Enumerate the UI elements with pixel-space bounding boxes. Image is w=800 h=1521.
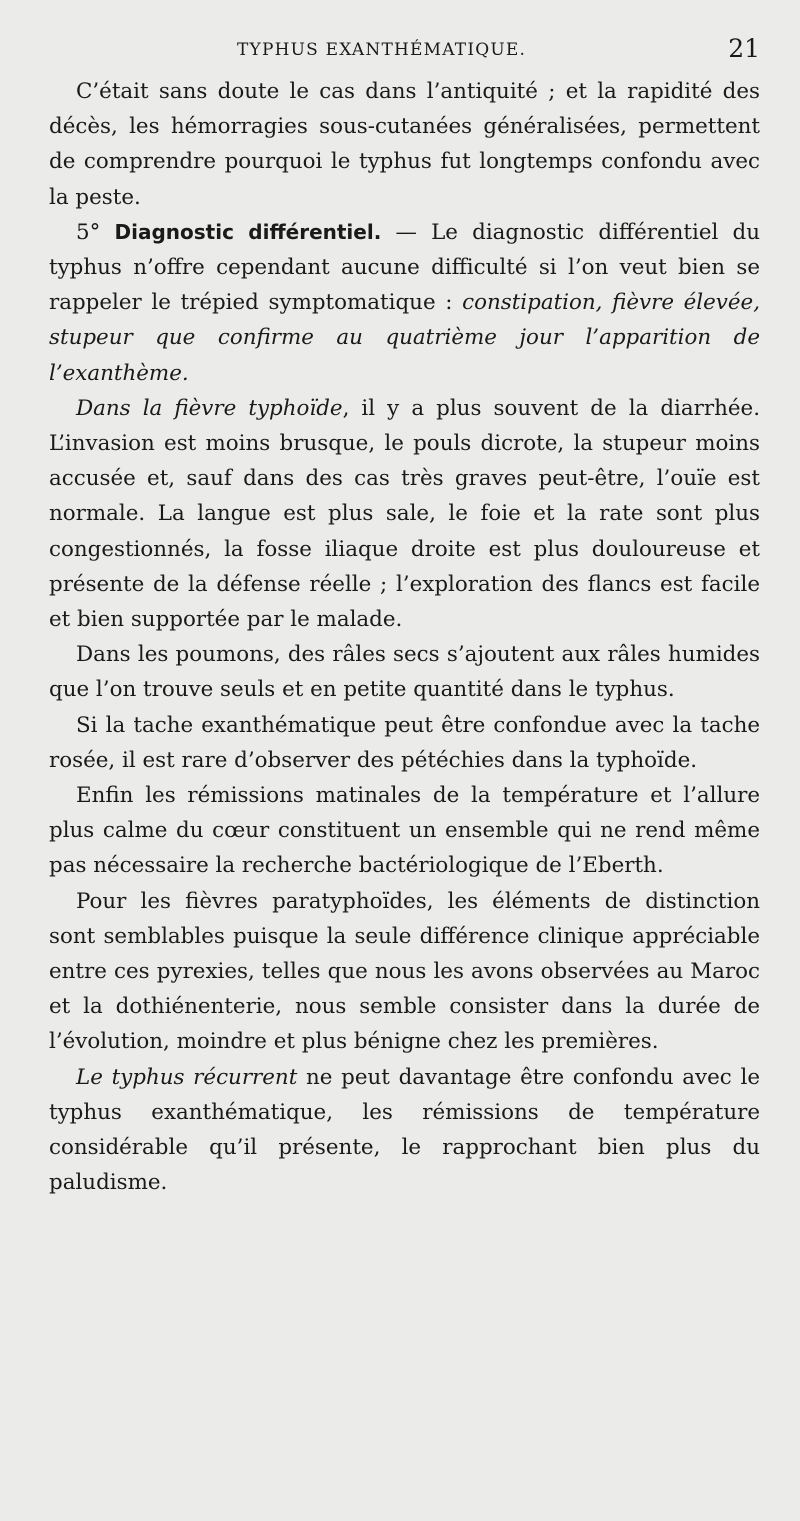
paragraph-text: C’était sans doute le cas dans l’antiquité ; et la rapidité des décès, les hémorragies sous-cutanées généralisées, permettent de comprendre pourquoi le typhus fut longtemps confondu avec la peste.	[49, 79, 760, 210]
paragraph-remissions	[49, 778, 760, 884]
heading-dash: —	[381, 219, 432, 245]
paragraph-typhoid	[49, 391, 760, 637]
paragraph-text: Le diagnostic différentiel du typhus n’offre cependant aucune difficulté si l’on veut bien se rappeler le trépied symptomatique :	[49, 219, 760, 316]
body-text	[49, 74, 760, 1201]
paragraph-paratyphoid	[49, 884, 760, 1060]
paragraph-text: Pour les fièvres paratyphoïdes, les éléments de distinction sont semblables puisque la seule différence clinique appréciable entre ces pyrexies, telles que nous les avons observées au Maroc et la dothiénenterie, nous semble consister dans la durée de l’évolution, moindre et plus bénigne chez les premières.	[49, 888, 760, 1055]
section-number: 5°	[76, 219, 115, 245]
paragraph-italic-text: Dans la fièvre typhoïde	[76, 395, 343, 421]
paragraph-text: Enfin les rémissions matinales de la température et l’allure plus calme du cœur constituent un ensemble qui ne rend même pas nécessaire la recherche bactériologique de l’Eberth.	[49, 783, 760, 879]
running-title: TYPHUS EXANTHÉMATIQUE.	[237, 40, 527, 60]
paragraph-relapsing	[49, 1060, 760, 1201]
paragraph-italic-text: constipation, fièvre élevée, stupeur que confirme au quatrième jour l’apparition de l’exanthème.	[49, 290, 760, 386]
paragraph-rash	[49, 708, 760, 778]
page-number: 21	[728, 34, 760, 63]
paragraph-italic-text: Le typhus récurrent	[76, 1064, 298, 1090]
paragraph-text: , il y a plus souvent de la diarrhée. L’invasion est moins brusque, le pouls dicrote, la stupeur moins accusée et, sauf dans des cas très graves peut-être, l’ouïe est normale. La langue est plus sale, le foie et la rate sont plus congestionnés, la fosse iliaque droite est plus douloureuse et présente de la défense réelle ; l’exploration des flancs est facile et bien supportée par le malade.	[49, 395, 760, 633]
paragraph-diagnostic	[49, 215, 760, 391]
paragraph-text: Dans les poumons, des râles secs s’ajoutent aux râles humides que l’on trouve seuls et en petite quantité dans le typhus.	[49, 642, 760, 703]
paragraph-lungs	[49, 637, 760, 707]
paragraph-antiquity	[49, 74, 760, 215]
paragraph-text: Si la tache exanthématique peut être confondue avec la tache rosée, il est rare d’observer des pétéchies dans la typhoïde.	[49, 712, 760, 773]
running-head	[49, 34, 760, 74]
section-heading: Diagnostic différentiel.	[114, 219, 382, 244]
paragraph-text: ne peut davantage être confondu avec le typhus exanthématique, les rémissions de température considérable qu’il présente, le rapprochant bien plus du paludisme.	[49, 1064, 760, 1196]
